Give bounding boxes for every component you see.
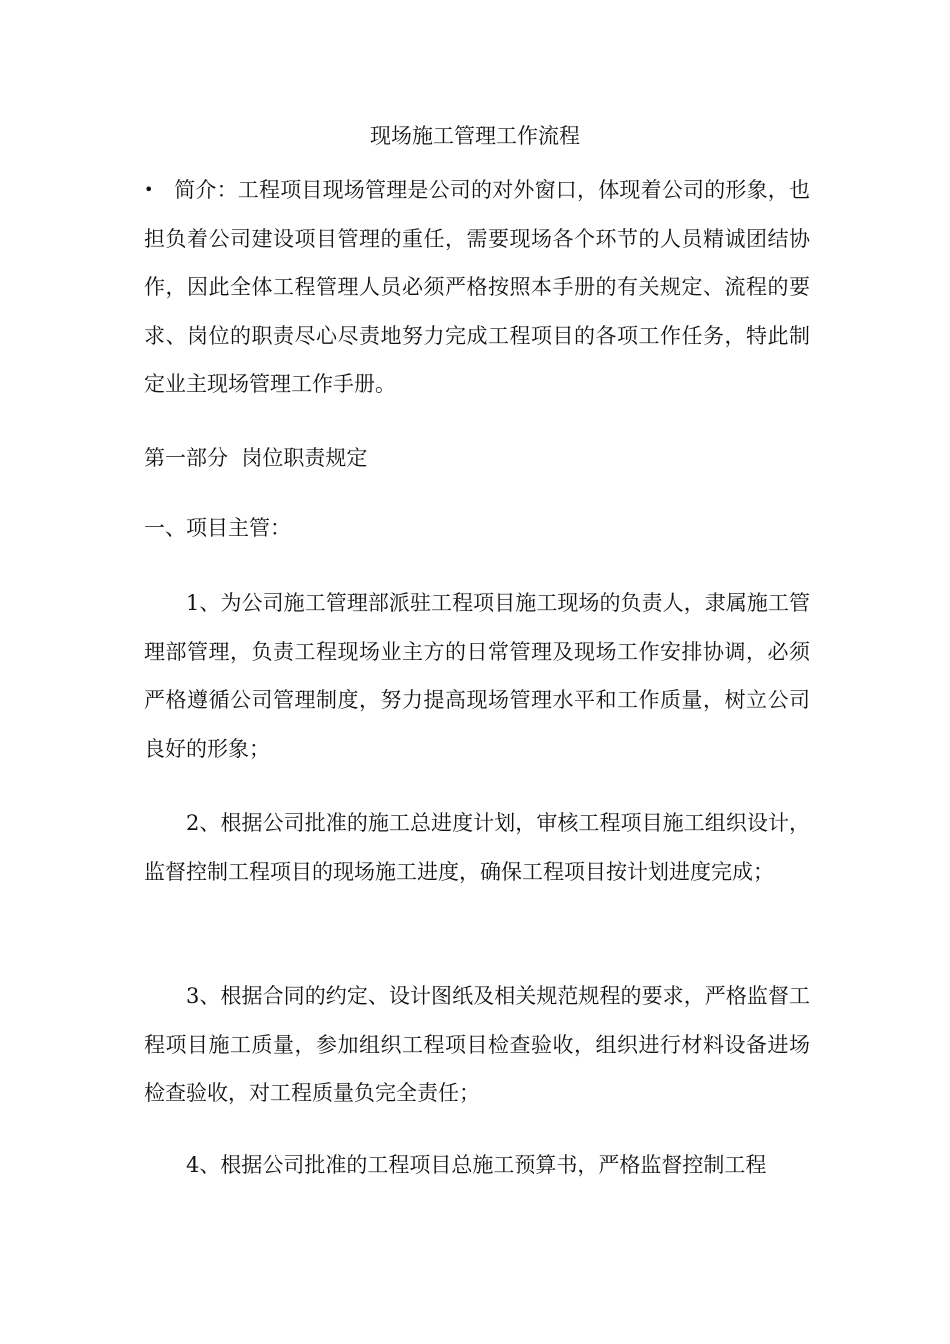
duty-item-3: 3、根据合同的约定、设计图纸及相关规范规程的要求，严格监督工程项目施工质量，参加组织工程项目检查验收，组织进行材料设备进场检查验收，对工程质量负完全责任；	[144, 984, 810, 1105]
intro-paragraph	[144, 166, 810, 409]
bullet-icon: •	[144, 180, 154, 199]
document-title: 现场施工管理工作流程	[370, 124, 580, 148]
duty-item-4: 4、根据公司批准的工程项目总施工预算书，严格监督控制工程	[186, 1153, 767, 1177]
section-heading: 一、项目主管：	[144, 516, 291, 540]
duty-item-1: 1、为公司施工管理部派驻工程项目施工现场的负责人，隶属施工管理部管理，负责工程现场业主方的日常管理及现场工作安排协调，必须严格遵循公司管理制度，努力提高现场管理水平和工作质量，树立公司良好的形象；	[144, 591, 810, 761]
duty-item-2: 2、根据公司批准的施工总进度计划，审核工程项目施工组织设计，监督控制工程项目的现场施工进度，确保工程项目按计划进度完成；	[144, 811, 810, 884]
part-heading: 第一部分 岗位职责规定	[144, 446, 368, 470]
intro-text: 简介：工程项目现场管理是公司的对外窗口，体现着公司的形象，也担负着公司建设项目管理的重任，需要现场各个环节的人员精诚团结协作，因此全体工程管理人员必须严格按照本手册的有关规定、流程的要求、岗位的职责尽心尽责地努力完成工程项目的各项工作任务，特此制定业主现场管理工作手册。	[144, 178, 810, 396]
